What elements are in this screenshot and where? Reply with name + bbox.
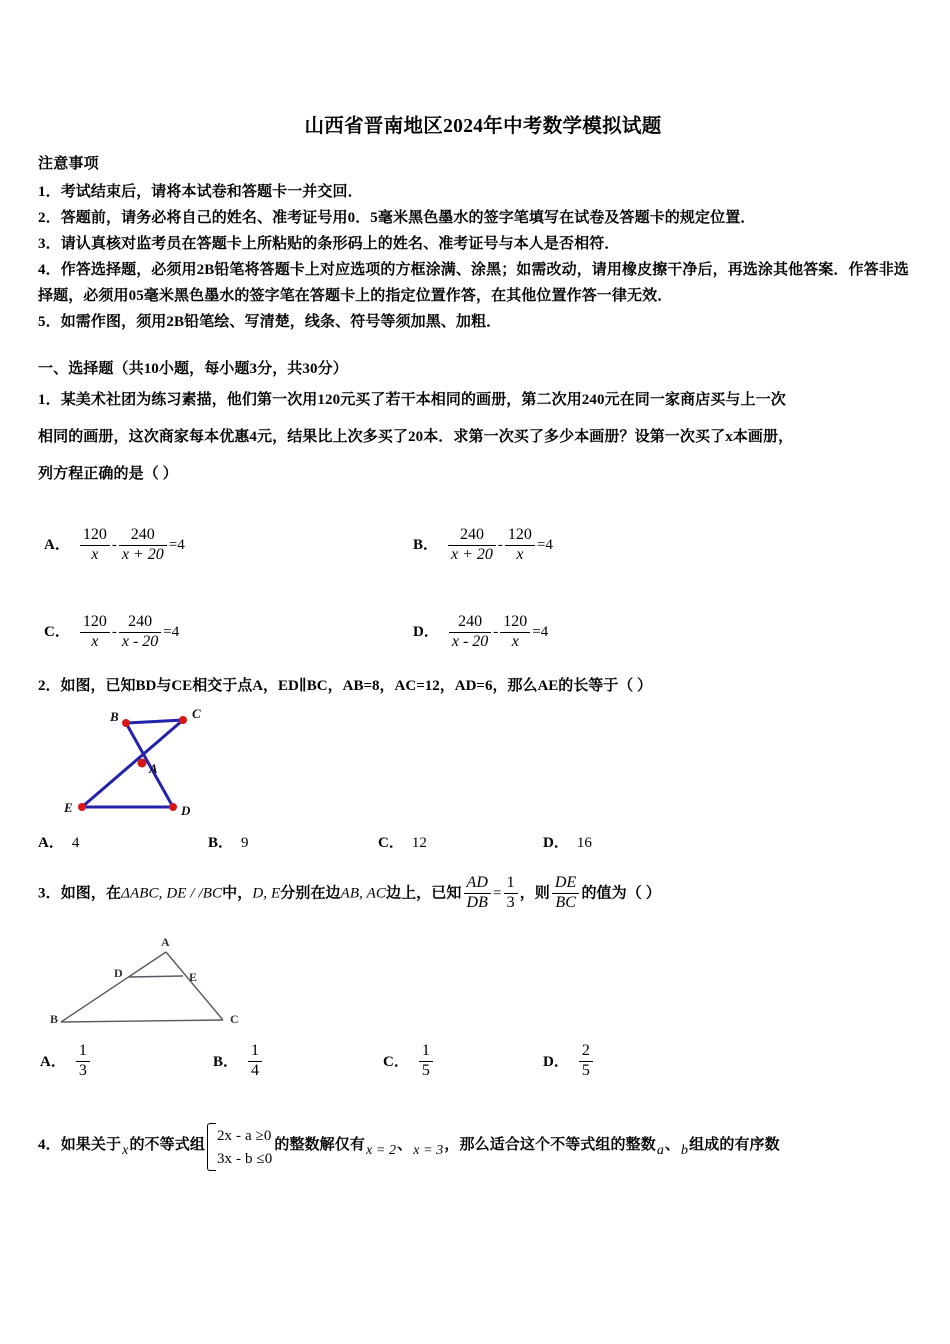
option-a-value: 4 [71,835,80,851]
option-c-expression [78,613,180,650]
variable-x: x [122,1143,129,1158]
label-a: A [161,935,170,950]
option-b-expression [446,526,553,563]
option-c-label: C． [44,624,70,641]
notice-item-4: 4．作答选择题，必须用2B铅笔将答题卡上对应选项的方框涂满、涂黑；如需改动，请用橡皮擦干净后，再选涂其他答案．作答非选择题，必须用05毫米黑色墨水的签字笔在答题卡上的指定位置作答，在其他位置作答一律无效． [38,262,909,304]
option-d-label: D． [543,835,569,851]
option-d[interactable] [413,614,548,650]
option-a-label: A． [44,537,70,554]
option-b[interactable] [213,1043,264,1079]
question-1-line-2: 相同的画册，这次商家每本优惠4元，结果比上次多买了20本．求第一次买了多少本画册？设第一次买了x本画册， [38,429,794,445]
option-a-expression [78,526,185,563]
variable-a: a [656,1143,664,1158]
minus-sign: - [111,537,117,554]
question-4-suffix: 组成的有序数 [689,1137,780,1153]
fraction-2: $\frac{240}{x + 20}$ [119,527,167,563]
segment-bc [61,1020,223,1022]
option-d-fraction: $\frac{2}{5}$ [579,1043,593,1079]
fraction-de-bc: $\frac{DE}{BC}$ [552,875,580,911]
question-3 [38,875,918,1099]
fraction-2: $\frac{120}{x}$ [505,527,535,563]
option-c[interactable] [383,1043,435,1079]
option-d-expression [447,613,549,650]
option-a-label: A． [38,835,64,851]
minus-sign: - [111,624,117,641]
option-b[interactable] [208,831,249,852]
option-a[interactable] [44,527,185,563]
left-brace [207,1123,216,1171]
segment-ac [166,952,223,1020]
option-d[interactable] [543,831,592,852]
question-1 [38,382,918,671]
equals-four: =4 [168,537,185,554]
question-3-mid-3: 边上，已知 [385,885,462,902]
bowtie-edges [82,720,183,807]
fraction-2: $\frac{120}{x}$ [500,614,530,650]
label-a: A [149,761,158,776]
question-4-text [38,1125,918,1171]
label-b: B [50,1012,59,1027]
option-c[interactable] [44,614,179,650]
option-c-value: 12 [411,835,427,851]
option-c[interactable] [378,831,427,852]
page-title: 山西省晋南地区2024年中考数学模拟试题 [304,116,662,137]
option-a[interactable] [40,1043,92,1079]
option-b-label: B． [413,537,439,554]
segment-ab [61,952,166,1022]
segment-bc [126,720,183,723]
question-2-number: 2． [38,678,61,694]
question-3-math-1: ΔABC, DE / /BC [121,885,223,902]
option-b-fraction: $\frac{1}{4}$ [248,1043,262,1079]
option-a-fraction: $\frac{1}{3}$ [76,1043,90,1079]
question-4-prefix: 如果关于 [60,1137,122,1153]
fraction-ad-db: $\frac{AD}{DB}$ [464,875,492,911]
question-2-options [38,831,918,861]
question-3-math-3: AB, AC [340,885,386,902]
variable-b: b [681,1143,689,1158]
inequality-row-1: 2x - a ≥0 [216,1128,272,1145]
document-content [38,110,918,1171]
question-3-suffix: 的值为（ ） [581,885,661,902]
solution-1: x = 2 [365,1143,397,1158]
question-4-number: 4． [38,1137,61,1153]
question-1-options [38,501,918,671]
question-1-number: 1． [38,392,61,408]
fraction-1: $\frac{120}{x}$ [80,614,110,650]
label-d: D [114,966,123,981]
question-3-figure [38,933,918,1041]
question-2-body: 如图，已知BD与CE相交于点A，ED∥BC，AB=8，AC=12，AD=6，那么AE的长等于（ ） [60,678,653,694]
separator-2: 、 [664,1137,681,1153]
question-3-number: 3． [38,885,61,902]
question-4-mid-3: ，那么适合这个不等式组的整数 [444,1137,656,1153]
option-a[interactable] [38,831,79,852]
option-b-label: B． [208,835,234,851]
notice-item-5: 5．如需作图，须用2B铅笔绘、写清楚，线条、符号等须加黑、加粗． [38,314,502,330]
question-1-text-1: 某美术社团为练习素描，他们第一次用120元买了若干本相同的画册，第二次用240元在同一家商店买与上一次 [60,392,786,408]
solution-2: x = 3 [413,1143,444,1158]
notice-heading: 注意事项 [38,156,99,172]
notice-item-1: 1．考试结束后，请将本试卷和答题卡一并交回． [38,184,363,200]
notice-block [38,152,918,335]
option-b[interactable] [413,527,553,563]
question-4-mid-2: 的整数解仅有 [274,1137,365,1153]
question-2 [38,673,918,861]
question-3-math-2: D, E [252,885,281,902]
question-1-line-1 [38,382,918,419]
separator-1: 、 [397,1137,413,1153]
question-3-mid-1: 中， [222,885,253,902]
option-c-fraction: $\frac{1}{5}$ [419,1043,433,1079]
question-4-mid-1: 的不等式组 [129,1137,205,1153]
label-c: C [192,706,201,721]
label-d: D [181,803,191,818]
label-e: E [64,800,73,815]
label-e: E [189,970,198,985]
fraction-1: $\frac{240}{x - 20}$ [449,614,491,650]
equals-four: =4 [163,624,180,641]
equals-four: =4 [536,537,553,554]
fraction-1: $\frac{240}{x + 20}$ [448,527,496,563]
section-heading-choice: 一、选择题（共10小题，每小题3分，共30分） [38,361,348,377]
question-3-prefix: 如图，在 [60,885,122,902]
equals-four: =4 [532,624,549,641]
question-2-figure [38,705,918,831]
notice-item-2: 2．答题前，请务必将自己的姓名、准考证号用0．5毫米黑色墨水的签字笔填写在试卷及答题卡的规定位置． [38,210,756,226]
notice-item-3: 3．请认真核对监考员在答题卡上所粘贴的条形码上的姓名、准考证号与本人是否相符． [38,236,620,252]
question-3-mid-2: 分别在边 [280,885,341,902]
inequality-system [207,1125,272,1171]
fraction-1: $\frac{120}{x}$ [80,527,110,563]
triangle-edges [61,952,223,1022]
option-b-value: 9 [241,835,249,851]
question-2-text [38,673,918,699]
segment-de [129,976,183,977]
option-a-label: A． [40,1053,66,1070]
question-3-mid-4: ，则 [519,885,550,902]
question-1-line-3: 列方程正确的是（ ） [38,466,178,482]
option-b-label: B． [213,1053,239,1070]
question-3-options [38,1043,918,1099]
option-d-label: D． [413,624,439,641]
option-c-label: C． [383,1053,409,1070]
question-3-text [38,875,918,911]
option-d-label: D． [543,1053,569,1070]
option-d-value: 16 [576,835,592,851]
option-d[interactable] [543,1043,595,1079]
fraction-2: $\frac{240}{x - 20}$ [119,614,161,650]
inequality-row-2: 3x - b ≤0 [216,1151,273,1168]
minus-sign: - [493,624,499,641]
label-b: B [110,709,119,724]
question-4 [38,1125,918,1171]
minus-sign: - [497,537,503,554]
fraction-one-third: $\frac{1}{3}$ [504,875,518,911]
label-c: C [230,1012,239,1027]
equals-sign: = [493,885,502,902]
option-c-label: C． [378,835,404,851]
